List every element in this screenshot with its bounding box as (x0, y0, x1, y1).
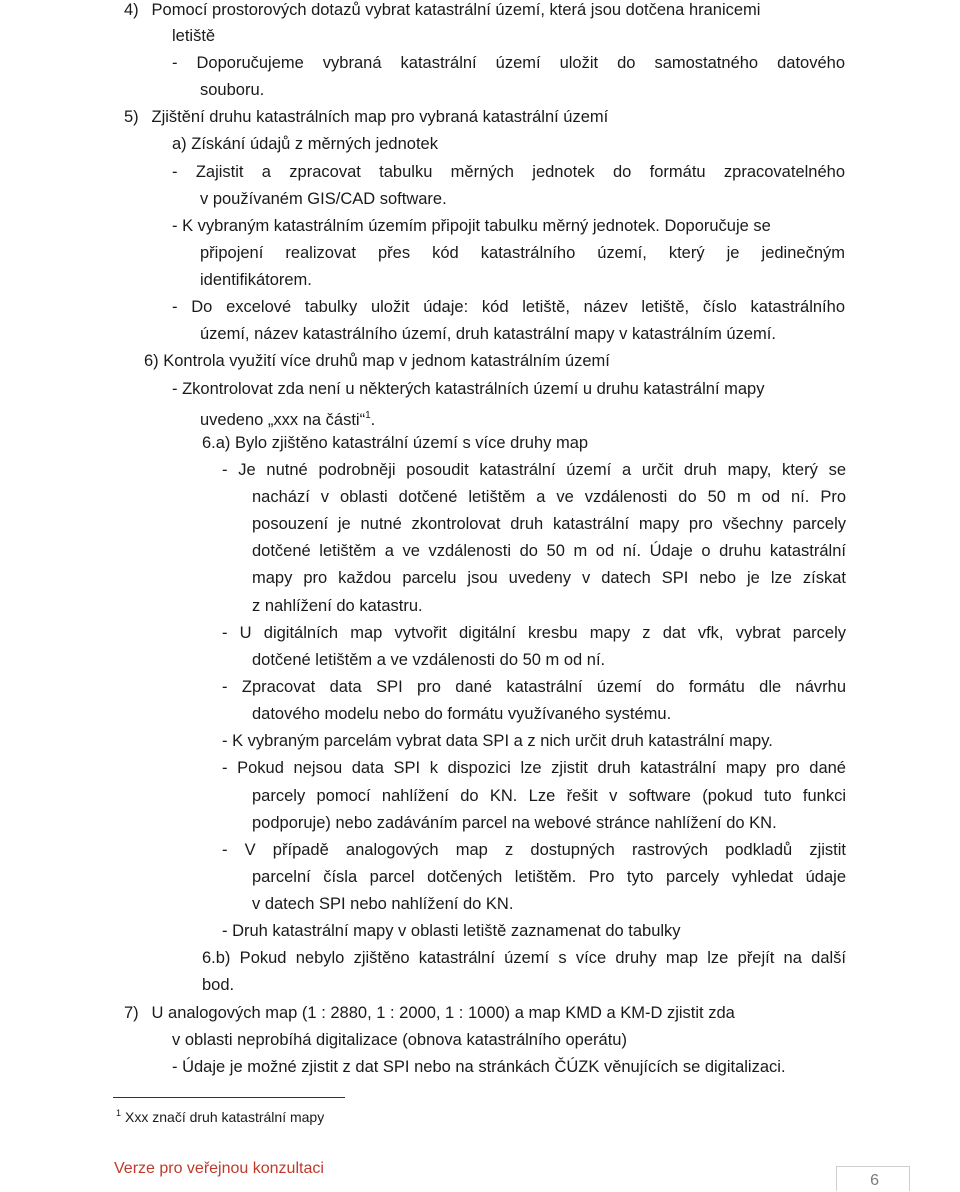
page-number-box (836, 1166, 910, 1191)
text-line: - K vybraným katastrálním územím připojit tabulku měrný jednotek. Doporučuje se (172, 217, 771, 235)
text-line: parcelní čísla parcel dotčených letištěm. Pro tyto parcely vyhledat údaje (252, 868, 846, 886)
page-number: 6 (870, 1172, 879, 1189)
text-line: podporuje) nebo zadáváním parcel na webové stránce nahlížení do KN. (252, 814, 777, 832)
text-line: 4) Pomocí prostorových dotazů vybrat katastrální území, která jsou dotčena hranicemi (124, 1, 761, 19)
text-line: letiště (172, 27, 216, 45)
text-line: - Je nutné podrobněji posoudit katastrální území a určit druh mapy, který se (222, 461, 846, 479)
text-line: 6) Kontrola využití více druhů map v jednom katastrálním území (144, 352, 610, 370)
text-line: - Pokud nejsou data SPI k dispozici lze zjistit druh katastrální mapy pro dané (222, 759, 846, 777)
text-span: uvedeno „xxx na části“ (200, 411, 366, 429)
text-line: souboru. (200, 81, 265, 99)
text-line: území, název katastrálního území, druh katastrální mapy v katastrálním území. (200, 325, 776, 343)
text-line: nachází v oblasti dotčené letištěm a ve vzdálenosti do 50 m od ní. Pro (252, 488, 846, 506)
text-line: - K vybraným parcelám vybrat data SPI a z nich určit druh katastrální mapy. (222, 732, 773, 750)
text-line: - Zkontrolovat zda není u některých katastrálních území u druhu katastrální mapy (172, 380, 765, 398)
text-line: 7) U analogových map (1 : 2880, 1 : 2000, 1 : 1000) a map KMD a KM-D zjistit zda (124, 1004, 735, 1022)
text-line: dotčené letištěm a ve vzdálenosti do 50 m od ní. Údaje o druhu katastrální (252, 542, 846, 560)
text-line: připojení realizovat přes kód katastrálního území, který je jedinečným (200, 244, 845, 262)
text-line: posouzení je nutné zkontrolovat druh katastrální mapy pro všechny parcely (252, 515, 846, 533)
text-line: - Údaje je možné zjistit z dat SPI nebo na stránkách ČÚZK věnujících se digitalizaci. (172, 1058, 786, 1076)
text-line: - Zpracovat data SPI pro dané katastrální území do formátu dle návrhu (222, 678, 846, 696)
text-line: 6.b) Pokud nebylo zjištěno katastrální území s více druhy map lze přejít na další (202, 949, 846, 967)
footer-label: Verze pro veřejnou konzultaci (114, 1160, 324, 1177)
footnote-ref: 1 (365, 410, 371, 421)
text-line: - Doporučujeme vybraná katastrální území uložit do samostatného datového (172, 54, 845, 72)
text-line: - V případě analogových map z dostupných rastrových podkladů zjistit (222, 841, 846, 859)
text-line: v datech SPI nebo nahlížení do KN. (252, 895, 514, 913)
footnote-text: Xxx značí druh katastrální mapy (125, 1109, 325, 1125)
text-line: mapy pro každou parcelu jsou uvedeny v datech SPI nebo je lze získat (252, 569, 846, 587)
text-span: . (370, 411, 376, 429)
text-line: datového modelu nebo do formátu využívaného systému. (252, 705, 672, 723)
text-line: identifikátorem. (200, 271, 312, 289)
footnote-number: 1 (116, 1108, 122, 1118)
text-line: bod. (202, 976, 235, 994)
text-line: - U digitálních map vytvořit digitální kresbu mapy z dat vfk, vybrat parcely (222, 624, 846, 642)
text-line: v oblasti neprobíhá digitalizace (obnova katastrálního operátu) (172, 1031, 627, 1049)
footnote-separator (113, 1097, 345, 1098)
text-line (200, 406, 375, 430)
text-line: v používaném GIS/CAD software. (200, 190, 447, 208)
text-line: - Druh katastrální mapy v oblasti letiště zaznamenat do tabulky (222, 922, 681, 940)
text-line: z nahlížení do katastru. (252, 597, 423, 615)
text-line: parcely pomocí nahlížení do KN. Lze řešit v software (pokud tuto funkci (252, 787, 846, 805)
text-line: a) Získání údajů z měrných jednotek (172, 135, 438, 153)
text-line: - Zajistit a zpracovat tabulku měrných jednotek do formátu zpracovatelného (172, 163, 845, 181)
text-line: 5) Zjištění druhu katastrálních map pro vybraná katastrální území (124, 108, 609, 126)
text-line: 6.a) Bylo zjištěno katastrální území s více druhy map (202, 434, 589, 452)
text-line: - Do excelové tabulky uložit údaje: kód letiště, název letiště, číslo katastrálního (172, 298, 845, 316)
footnote (116, 1104, 324, 1126)
text-line: dotčené letištěm a ve vzdálenosti do 50 m od ní. (252, 651, 606, 669)
